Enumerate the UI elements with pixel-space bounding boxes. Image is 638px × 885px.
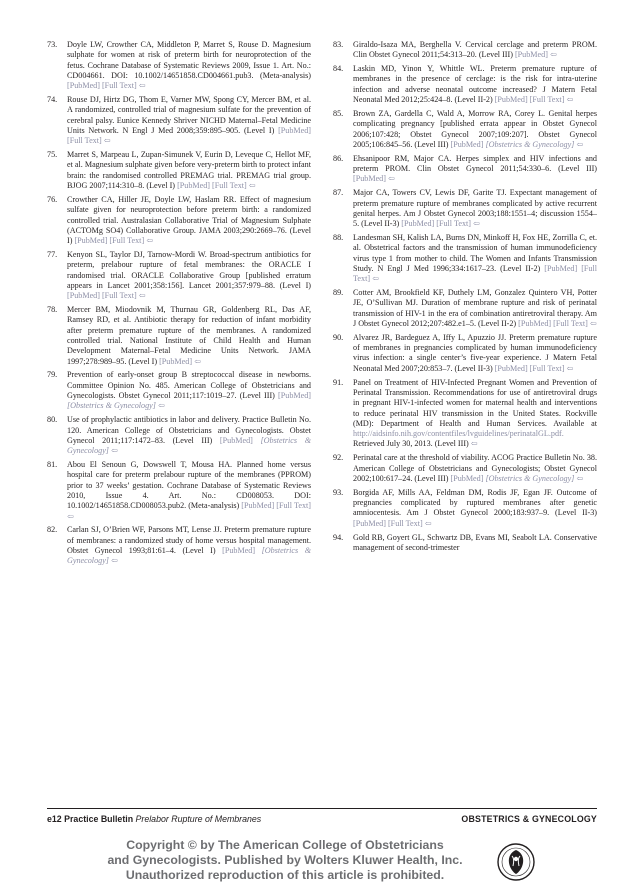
- reference-number: 87.: [333, 188, 344, 198]
- reference-item: [47, 415, 311, 456]
- reference-number: 91.: [333, 377, 344, 387]
- reference-number: 73.: [47, 40, 58, 49]
- reference-number: 78.: [47, 305, 58, 315]
- reference-item: [47, 525, 311, 566]
- back-arrow-icon[interactable]: ⇦: [387, 174, 395, 184]
- page-code: e12: [47, 814, 62, 824]
- back-arrow-icon[interactable]: ⇦: [194, 356, 201, 366]
- back-arrow-icon[interactable]: ⇦: [111, 446, 118, 456]
- back-arrow-icon[interactable]: ⇦: [372, 274, 379, 284]
- reference-links[interactable]: [PubMed] [Full Text]: [518, 318, 588, 328]
- reference-text: Ehsanipoor RM, Major CA. Herpes simplex and HIV infections and preterm PROM. Clin Obstet Gynecol 2011;54:330–6. (Level III): [353, 153, 597, 174]
- reference-text: Laskin MD, Yinon Y, Whittle WL. Preterm premature rupture of membranes in the presence of cerclage: is the risk for intra-uterine infection and adverse neonatal outcome increased? J Matern Fetal Neonatal Med 2012;25:424–8. (Level II-2): [353, 64, 597, 105]
- journal-link[interactable]: [Obstetrics & Gynecology]: [485, 139, 575, 149]
- reference-item: [333, 154, 597, 185]
- reference-number: 88.: [333, 233, 344, 243]
- back-arrow-icon[interactable]: ⇦: [549, 50, 557, 60]
- reference-text: Perinatal care at the threshold of viability. ACOG Practice Bulletin No. 38. American College of Obstetricians and Gynecologists; Obstet Gynecol 2002;100:617–24. (Level III): [353, 453, 597, 483]
- reference-item: [47, 195, 311, 246]
- reference-text: Crowther CA, Hiller JE, Doyle LW, Haslam RR. Effect of magnesium sulfate given for neuroprotection before preterm birth: a randomized controlled trial. Australasian Collaborative Trial of Magnesium Sulphate (ACTOMg SO4) Collaborative Group. JAMA 2003;290:2669–76. (Level I): [67, 194, 311, 246]
- reference-item: [333, 188, 597, 229]
- reference-item: [333, 533, 597, 554]
- back-arrow-icon[interactable]: ⇦: [103, 136, 111, 146]
- reference-number: 92.: [333, 453, 344, 463]
- journal-link[interactable]: [Obstetrics & Gynecology]: [67, 546, 312, 566]
- reference-item: [333, 333, 597, 374]
- references-left-column: [47, 40, 311, 570]
- reference-text: Brown ZA, Gardella C, Wald A, Morrow RA, Corey L. Genital herpes complicating pregnancy [published errata appear in Obstet Gynecol 2006;107:428; Obstet Gynecol 2007;109:207]. Obstet Gynecol 2005;106:845–56. (Level III): [353, 108, 597, 149]
- reference-item: [47, 460, 311, 522]
- reference-text: Mercer BM, Miodovnik M, Thurnau GR, Goldenberg RL, Das AF, Ramsey RD, et al. Antibiotic therapy for reduction of infant morbidity after preterm premature rupture of the membranes. A randomized controlled trial. National Institute of Child Health and Human Development Maternal–Fetal Medicine Units Network. JAMA 1997;278:989–95. (Level I): [67, 305, 311, 366]
- footer-title: Prelabor Rupture of Membranes: [135, 814, 262, 824]
- reference-number: 81.: [47, 460, 58, 470]
- reference-item: [333, 40, 597, 61]
- reference-number: 79.: [47, 370, 58, 380]
- reference-number: 77.: [47, 250, 58, 260]
- reference-text: Panel on Treatment of HIV-Infected Pregnant Women and Prevention of Perinatal Transmission. Recommendations for use of antiretroviral drugs in pregnant HIV-1-infected women for maternal health and interventions to reduce perinatal HIV transmission in the United States. Rockville (MD): Department of Health and Human Services. Available at: [353, 377, 597, 428]
- reference-number: 75.: [47, 150, 58, 160]
- reference-links[interactable]: [PubMed] [Full Text]: [74, 236, 145, 246]
- reference-text: Marret S, Marpeau L, Zupan-Simunek V, Eurin D, Leveque C, Hellot MF, et al. Magnesium sulphate given before very-preterm birth to protect infant brain: the randomised controlled PREMAG trial. PREMAG trial group. BJOG 2007;114:310–8. (Level I): [67, 150, 311, 191]
- back-arrow-icon[interactable]: ⇦: [248, 181, 256, 191]
- back-arrow-icon[interactable]: ⇦: [470, 439, 478, 449]
- reference-text: Borgida AF, Mills AA, Feldman DM, Rodis JF, Egan JF. Outcome of pregnancies complicated by ruptured membranes after genetic amniocentesis. Am J Obstet Gynecol 2000;183:937–9. (Level II-3): [353, 487, 597, 518]
- copyright-line-1: Copyright © by The American College of Obstetricians: [126, 838, 444, 852]
- reference-links[interactable]: [PubMed]: [278, 391, 311, 401]
- footer-divider: [47, 808, 597, 809]
- reference-number: 76.: [47, 194, 58, 204]
- back-arrow-icon[interactable]: ⇦: [138, 81, 146, 91]
- reference-item: [47, 370, 311, 411]
- footer-journal: OBSTETRICS & GYNECOLOGY: [461, 814, 597, 824]
- back-arrow-icon[interactable]: ⇦: [157, 401, 165, 411]
- reference-number: 89.: [333, 288, 344, 298]
- reference-text: Landesman SH, Kalish LA, Burns DN, Minkoff H, Fox HE, Zorrilla C, et. al. Obstetrical factors and the transmission of human immunodeficiency virus type 1 from mother to child. The Women and Infants Transmission Study. N Engl J Med 1996;334:1617–23. (Level II-2): [353, 233, 597, 273]
- back-arrow-icon[interactable]: ⇦: [566, 95, 574, 105]
- back-arrow-icon[interactable]: ⇦: [138, 291, 146, 301]
- reference-links[interactable]: [PubMed] [Full Text]: [67, 81, 137, 91]
- reference-text: Major CA, Towers CV, Lewis DF, Garite TJ. Expectant management of preterm premature rupture of membranes complicated by active recurrent genital herpes. Am J Obstet Gynecol 2003;188:1551–4; discussion 1554–5. (Level II-3): [353, 188, 597, 229]
- reference-number: 86.: [333, 153, 344, 163]
- reference-number: 80.: [47, 415, 58, 425]
- reference-text: Cotter AM, Brookfield KF, Duthely LM, Gonzalez Quintero VH, Potter JE, O’Sullivan MJ. Duration of membrane rupture and risk of perinatal transmission of HIV-1 in the era of combination antiretroviral therapy. Am J Obstet Gynecol 2012;207:482.e1–5. (Level II-2): [353, 288, 597, 328]
- reference-text: Use of prophylactic antibiotics in labor and delivery. Practice Bulletin No. 120. American College of Obstetricians and Gynecologists. Obstet Gynecol 2011;117:1472–83. (Level III): [67, 415, 311, 445]
- back-arrow-icon[interactable]: ⇦: [424, 518, 432, 528]
- reference-links[interactable]: [PubMed] [Full Text]: [67, 125, 312, 146]
- reference-links[interactable]: [PubMed]: [353, 174, 386, 184]
- back-arrow-icon[interactable]: ⇦: [576, 139, 584, 149]
- reference-text-after: Retrieved July 30, 2013. (Level III): [353, 439, 469, 449]
- reference-links[interactable]: [PubMed] [Full Text]: [401, 219, 471, 229]
- reference-links[interactable]: [PubMed] [Full Text]: [494, 363, 565, 373]
- journal-link[interactable]: [Obstetrics & Gynecology]: [485, 473, 575, 483]
- reference-item: [47, 95, 311, 146]
- copyright-line-2: and Gynecologists. Published by Wolters Kluwer Health, Inc.: [107, 853, 463, 867]
- reference-number: 83.: [333, 40, 344, 49]
- reference-text: Kenyon SL, Taylor DJ, Tarnow-Mordi W. Broad-spectrum antibiotics for preterm, prelabour rupture of fetal membranes: the ORACLE I randomised trial. ORACLE Collaborative Group [published erratum appears in Lancet 2001;358:156]. Lancet 2001;357:979–88. (Level I): [67, 250, 311, 290]
- footer-left: [47, 814, 261, 824]
- reference-links[interactable]: [PubMed] [Full Text]: [353, 263, 597, 284]
- copyright-line-3: Unauthorized reproduction of this article is prohibited.: [125, 868, 445, 882]
- reference-links[interactable]: [PubMed]: [159, 356, 193, 366]
- back-arrow-icon[interactable]: ⇦: [67, 511, 74, 521]
- reference-text: Prevention of early-onset group B streptococcal disease in newborns. Committee Opinion No. 485. American College of Obstetricians and Gynecologists. Obstet Gynecol 2011;117:1019–27. (Level III): [67, 370, 311, 401]
- reference-links[interactable]: [PubMed]: [450, 473, 484, 483]
- reference-item: [47, 250, 311, 301]
- reference-item: [333, 109, 597, 150]
- reference-links[interactable]: [PubMed] [Full Text]: [177, 181, 247, 191]
- reference-item: [47, 150, 311, 191]
- back-arrow-icon[interactable]: ⇦: [566, 363, 574, 373]
- reference-number: 93.: [333, 487, 344, 497]
- reference-item: [47, 305, 311, 367]
- reference-number: 90.: [333, 332, 344, 342]
- reference-item: [47, 40, 311, 91]
- reference-number: 74.: [47, 95, 58, 105]
- reference-text: Rouse DJ, Hirtz DG, Thom E, Varner MW, Spong CY, Mercer BM, et al. A randomized, controlled trial of magnesium sulfate for the prevention of cerebral palsy. Eunice Kennedy Shriver NICHD Maternal–Fetal Medicine Units Network. N Engl J Med 2008;359:895–905. (Level I): [67, 95, 311, 135]
- reference-number: 82.: [47, 525, 58, 535]
- reference-item: [333, 288, 597, 329]
- reference-text: Abou El Senoun G, Dowswell T, Mousa HA. Planned home versus hospital care for preterm prelabour rupture of the membranes (PPROM) prior to 37 weeks’ gestation. Cochrane Database of Systematic Reviews 2010, Issue 4. Art. No.: CD008053. DOI: 10.1002/14651858.CD008053.pub2. (Meta-analysis): [67, 460, 311, 511]
- reference-item: [333, 488, 597, 529]
- reference-links[interactable]: [PubMed]: [514, 50, 548, 60]
- reference-links[interactable]: [PubMed] [Full Text]: [241, 501, 311, 511]
- reference-number: 94.: [333, 532, 344, 542]
- footer-series: Practice Bulletin: [64, 814, 134, 824]
- back-arrow-icon[interactable]: ⇦: [576, 473, 584, 483]
- reference-url-link[interactable]: http://aidsinfo.nih.gov/contentfiles/lvguidelines/perinatalGL.pdf.: [353, 429, 564, 439]
- back-arrow-icon[interactable]: ⇦: [111, 556, 118, 566]
- reference-item: [333, 233, 597, 284]
- publisher-seal-icon: [496, 842, 536, 882]
- back-arrow-icon[interactable]: ⇦: [146, 236, 153, 246]
- reference-text: Carlan SJ, O’Brien WF, Parsons MT, Lense JJ. Preterm premature rupture of membranes: a randomized study of home versus hospital management. Obstet Gynecol 1993;81:61–4. (Level I): [67, 525, 311, 555]
- reference-links[interactable]: [PubMed] [Full Text]: [494, 95, 565, 105]
- reference-links[interactable]: [PubMed] [Full Text]: [353, 518, 423, 528]
- reference-text: Doyle LW, Crowther CA, Middleton P, Marret S, Rouse D. Magnesium sulphate for women at risk of preterm birth for neuroprotection of the fetus. Cochrane Database of Systematic Reviews 2009, Issue 1. Art. No.: CD004661. DOI: 10.1002/14651858.CD004661.pub3. (Meta-analysis): [67, 40, 311, 80]
- reference-item: [333, 453, 597, 484]
- journal-link[interactable]: [Obstetrics & Gynecology]: [67, 401, 156, 411]
- back-arrow-icon[interactable]: ⇦: [589, 318, 597, 328]
- reference-item: [333, 64, 597, 105]
- reference-links[interactable]: [PubMed] [Full Text]: [67, 291, 137, 301]
- journal-link[interactable]: [Obstetrics & Gynecology]: [67, 435, 312, 456]
- reference-item: [333, 378, 597, 450]
- reference-text: Gold RB, Goyert GL, Schwartz DB, Evans MI, Seabolt LA. Conservative management of second-trimester: [353, 532, 597, 552]
- reference-links[interactable]: [PubMed]: [450, 139, 484, 149]
- reference-number: 84.: [333, 64, 344, 74]
- reference-links[interactable]: [PubMed]: [219, 435, 253, 445]
- back-arrow-icon[interactable]: ⇦: [473, 219, 480, 229]
- copyright-notice: [70, 838, 500, 883]
- reference-text: Alvarez JR, Bardeguez A, Iffy L, Apuzzio JJ. Preterm premature rupture of membranes in pregnancies complicated by human immunodeficiency virus infection: a single center’s five-year experience. J Matern Fetal Neonatal Med 2007;20:853–7. (Level II-3): [353, 332, 597, 373]
- reference-number: 85.: [333, 108, 344, 118]
- reference-text: Giraldo-Isaza MA, Berghella V. Cervical cerclage and preterm PROM. Clin Obstet Gynecol 2011;54:313–20. (Level III): [353, 40, 597, 60]
- reference-links[interactable]: [PubMed]: [222, 546, 256, 555]
- references-right-column: [333, 40, 597, 557]
